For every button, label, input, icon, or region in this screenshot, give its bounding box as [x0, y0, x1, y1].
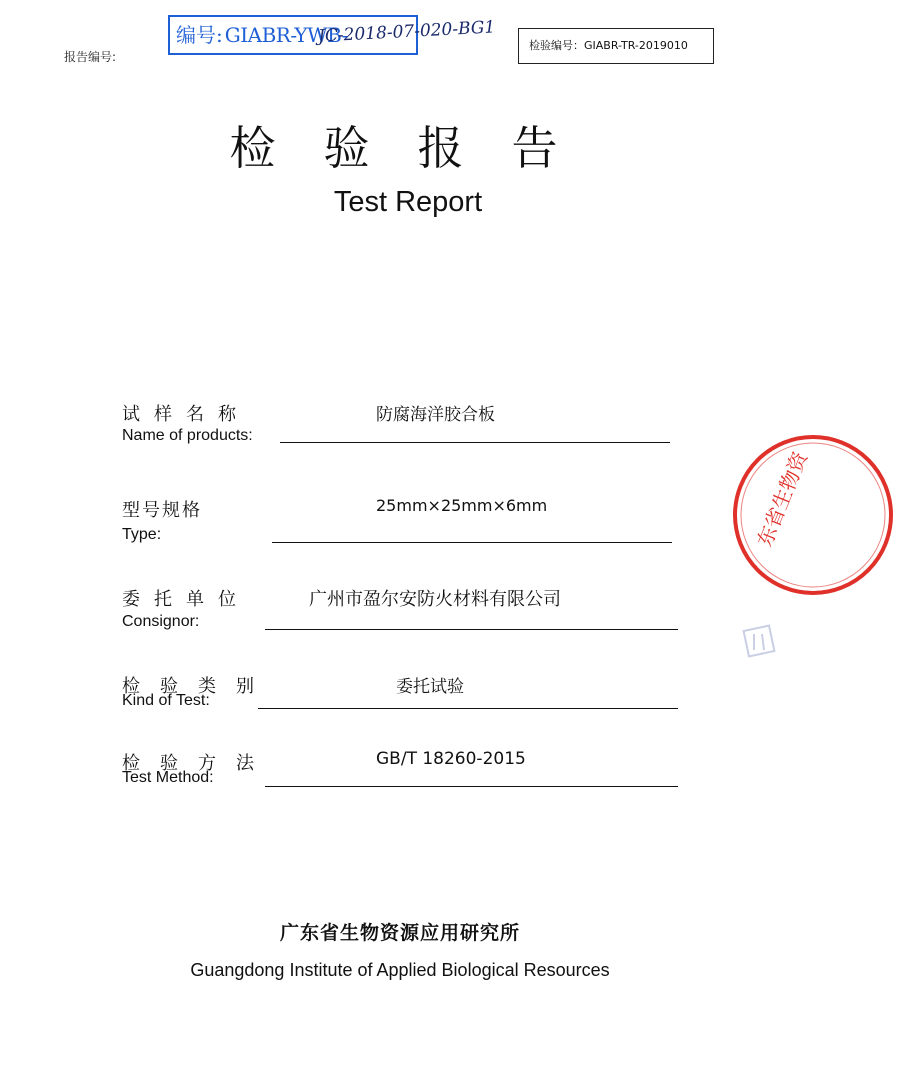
- method-value: GB/T 18260-2015: [376, 749, 526, 769]
- stamp-number: GIABR-YWB-: [224, 23, 348, 47]
- seal-text: 东省生物资: [752, 448, 813, 550]
- kind-value: 委托试验: [396, 677, 464, 697]
- organization-name-cn: 广东省生物资源应用研究所: [279, 922, 520, 944]
- kind-label-cn: 检验类别: [122, 676, 274, 697]
- seal-ring: [735, 437, 891, 593]
- kind-label-en: Kind of Test:: [122, 692, 210, 709]
- type-underline: [272, 542, 672, 543]
- official-seal: [728, 430, 898, 600]
- title-chinese: 检验报告: [229, 121, 606, 175]
- method-label-en: Test Method:: [122, 769, 214, 786]
- consignor-label-cn: 委托单位: [122, 589, 250, 610]
- handwritten-report-suffix: JC-2018-07-020-BG1: [317, 17, 496, 47]
- method-label-cn: 检验方法: [122, 753, 274, 774]
- faint-page-mark: [740, 622, 780, 662]
- report-number-label: 报告编号:: [64, 50, 117, 64]
- product-label-en: Name of products:: [122, 427, 253, 444]
- stamp-prefix: 编号:: [176, 23, 223, 47]
- product-underline: [280, 442, 670, 443]
- consignor-underline: [265, 629, 678, 630]
- product-label-cn: 试样名称: [122, 404, 250, 425]
- product-value: 防腐海洋胶合板: [376, 405, 495, 425]
- type-label-cn: 型号规格: [122, 500, 202, 521]
- consignor-value: 广州市盈尔安防火材料有限公司: [309, 589, 561, 610]
- organization-name-en: Guangdong Institute of Applied Biological Resources: [190, 960, 610, 980]
- title-english: Test Report: [333, 186, 483, 218]
- inspection-number-box: 检验编号：GIABR-TR-2019010: [518, 28, 714, 64]
- kind-underline: [258, 708, 678, 709]
- type-label-en: Type:: [122, 526, 162, 543]
- consignor-label-en: Consignor:: [122, 613, 200, 630]
- method-underline: [265, 786, 678, 787]
- type-value: 25mm×25mm×6mm: [376, 496, 548, 515]
